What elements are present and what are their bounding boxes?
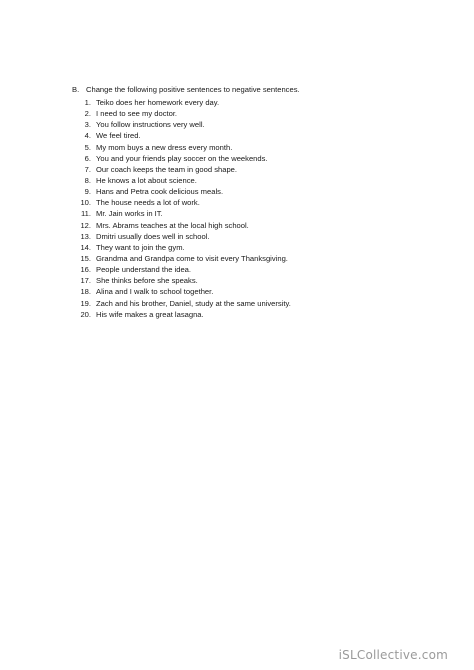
sentence-number: 11. [81, 209, 91, 219]
sentence-text: They want to join the gym. [96, 242, 185, 252]
sentence-item [72, 231, 291, 242]
sentence-text: You follow instructions very well. [96, 120, 205, 130]
sentence-text: Grandma and Grandpa come to visit every Thanksgiving. [96, 253, 288, 263]
sentence-number: 9. [84, 187, 91, 197]
sentence-number: 1. [84, 98, 91, 107]
sentence-item [72, 309, 291, 320]
sentence-text: The house needs a lot of work. [96, 198, 200, 208]
sentence-item [72, 108, 291, 119]
sentence-item [72, 264, 291, 275]
sentence-number: 14. [80, 242, 91, 252]
sentence-number: 4. [84, 131, 91, 141]
sentence-item [72, 119, 291, 130]
sentence-number: 2. [84, 109, 91, 119]
sentence-text: She thinks before she speaks. [96, 276, 198, 286]
sentence-text: He knows a lot about science. [96, 175, 197, 185]
sentence-item [72, 286, 291, 297]
sentence-item [72, 197, 291, 208]
sentence-item [72, 186, 291, 197]
sentence-text: Mrs. Abrams teaches at the local high school. [96, 220, 249, 230]
sentence-text: Our coach keeps the team in good shape. [96, 164, 237, 174]
sentence-number: 15. [80, 253, 91, 263]
exercise-marker: B. [72, 85, 80, 94]
sentence-number: 8. [84, 175, 91, 185]
sentence-number: 5. [84, 142, 91, 152]
sentence-number: 7. [84, 164, 91, 174]
sentence-text: Mr. Jain works in IT. [96, 209, 163, 219]
sentence-text: His wife makes a great lasagna. [96, 309, 204, 319]
sentence-item [72, 153, 291, 164]
sentence-number: 17. [80, 276, 91, 286]
sentence-text: We feel tired. [96, 131, 141, 141]
sentence-text: Dmitri usually does well in school. [96, 231, 210, 241]
sentence-number: 6. [84, 153, 91, 163]
sentence-number: 10. [80, 198, 91, 208]
sentence-text: I need to see my doctor. [96, 109, 178, 119]
sentence-text: You and your friends play soccer on the weekends. [96, 153, 268, 163]
sentence-number: 18. [80, 287, 91, 297]
sentence-item [72, 275, 291, 286]
sentence-item [72, 97, 291, 108]
sentence-item [72, 242, 291, 253]
sentence-item [72, 175, 291, 186]
sentence-text: People understand the idea. [96, 265, 191, 275]
sentence-item [72, 130, 291, 141]
sentence-item [72, 298, 291, 309]
sentence-text: My mom buys a new dress every month. [96, 142, 233, 152]
sentence-text: Teiko does her homework every day. [96, 98, 220, 107]
sentence-number: 19. [80, 298, 91, 308]
sentence-item [72, 142, 291, 153]
sentence-number: 3. [84, 120, 91, 130]
sentence-number: 12. [80, 220, 91, 230]
sentence-item [72, 208, 291, 219]
exercise-instruction: Change the following positive sentences to negative sentences. [86, 85, 300, 94]
sentence-list [72, 97, 291, 320]
sentence-item [72, 164, 291, 175]
sentence-item [72, 220, 291, 231]
sentence-text: Zach and his brother, Daniel, study at the same university. [96, 298, 291, 308]
sentence-text: Hans and Petra cook delicious meals. [96, 187, 224, 197]
site-watermark: iSLCollective.com [338, 648, 448, 662]
sentence-text: Alina and I walk to school together. [96, 287, 214, 297]
exercise-heading [72, 84, 300, 95]
sentence-number: 16. [80, 265, 91, 275]
sentence-item [72, 253, 291, 264]
sentence-number: 20. [80, 309, 91, 319]
sentence-number: 13. [80, 231, 91, 241]
